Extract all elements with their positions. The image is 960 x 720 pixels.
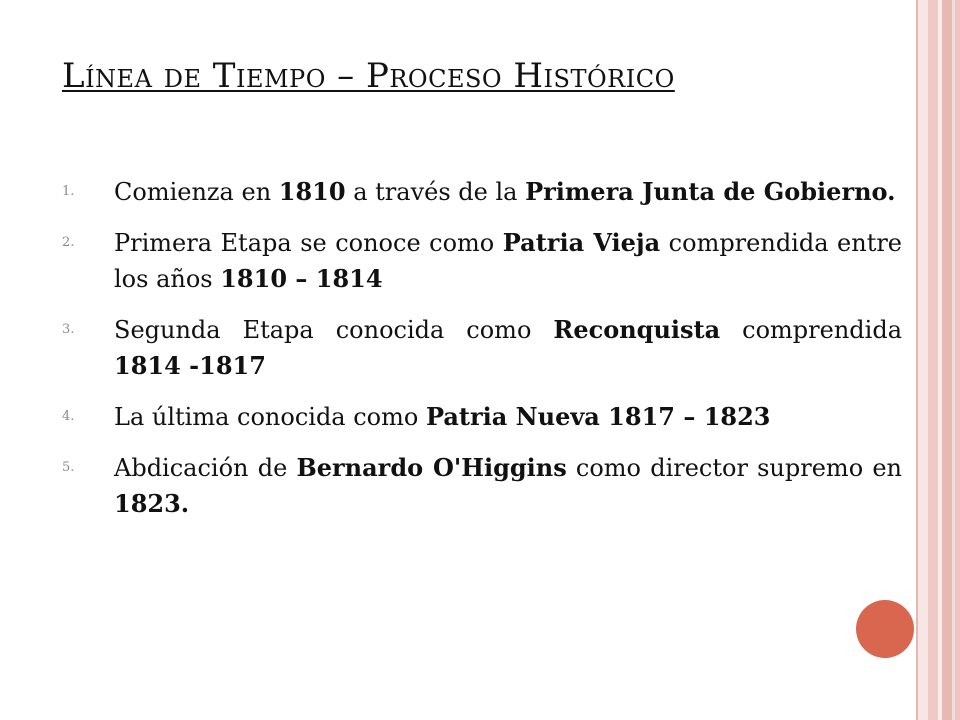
stripe — [942, 0, 952, 720]
list-item-number: 2. — [62, 235, 75, 250]
body-text: comprendida — [720, 316, 902, 344]
timeline-list — [62, 174, 902, 537]
decorative-circle — [856, 600, 914, 658]
list-item-number: 1. — [62, 184, 75, 199]
body-text: Primera Etapa se conoce como — [114, 229, 503, 257]
list-item — [62, 312, 902, 384]
emphasis-text: Reconquista — [553, 315, 721, 344]
body-text: como director supremo en — [566, 454, 902, 482]
emphasis-text: 1823. — [114, 489, 190, 518]
body-text: La última conocida como — [114, 403, 426, 431]
list-item — [62, 225, 902, 297]
body-text: comprendida entre los años — [114, 229, 903, 293]
stripe — [918, 0, 928, 720]
body-text: Comienza en — [114, 178, 279, 206]
list-item-number: 3. — [62, 322, 75, 337]
emphasis-text: 1810 – 1814 — [220, 264, 383, 293]
emphasis-text: 1810 — [278, 177, 346, 206]
decorative-stripes — [916, 0, 960, 720]
list-item-number: 4. — [62, 409, 75, 424]
emphasis-text: 1814 -1817 — [114, 351, 266, 380]
emphasis-text: Patria Nueva 1817 – 1823 — [425, 402, 771, 431]
stripe — [955, 0, 960, 720]
emphasis-text: Primera Junta de Gobierno. — [525, 177, 896, 206]
body-text: a través de la — [345, 178, 526, 206]
list-item — [62, 450, 902, 522]
emphasis-text: Patria Vieja — [502, 228, 661, 257]
emphasis-text: Bernardo O'Higgins — [296, 453, 567, 482]
slide-title: Línea de Tiempo – Proceso Histórico — [62, 56, 675, 96]
body-text: Segunda Etapa conocida como — [114, 316, 554, 344]
list-item — [62, 174, 902, 210]
body-text: Abdicación de — [114, 454, 297, 482]
list-item — [62, 399, 902, 435]
list-item-number: 5. — [62, 460, 75, 475]
stripe — [928, 0, 938, 720]
